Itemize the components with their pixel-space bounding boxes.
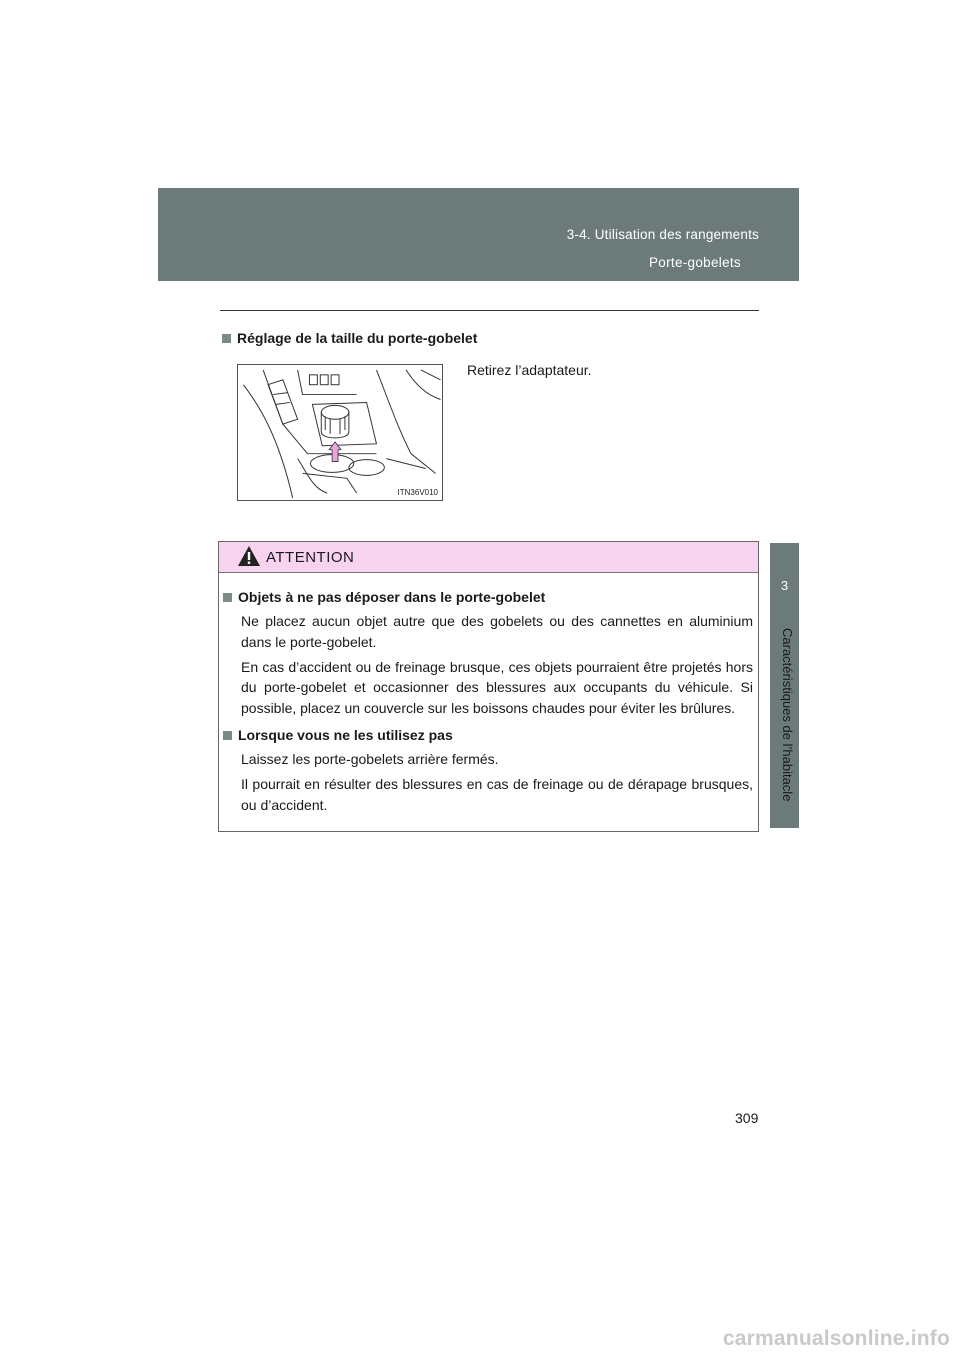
cup-holder-drawing	[238, 365, 442, 500]
warning-title: ATTENTION	[266, 549, 355, 566]
warning-item-heading-text: Lorsque vous ne les utilisez pas	[238, 726, 453, 743]
illustration-code: ITN36V010	[397, 488, 438, 497]
warning-paragraph: Il pourrait en résulter des blessures en cas de freinage ou de dérapage brusques, ou d’accident.	[241, 775, 753, 813]
chapter-label: Caractéristiques de l’habitacle	[780, 628, 795, 802]
header-section-title: 3-4. Utilisation des rangements	[566, 227, 759, 242]
warning-header	[219, 542, 758, 573]
warning-triangle-icon	[237, 545, 261, 567]
section-heading	[222, 330, 477, 346]
square-bullet-icon	[222, 334, 231, 343]
header-topic-title: Porte-gobelets	[648, 255, 741, 270]
section-divider	[220, 310, 759, 311]
warning-paragraph: En cas d’accident ou de freinage brusque, ces objets pourraient être projetés hors du porte-gobelet et occasionner des blessures aux occupants du véhicule. Si possible, placez un couvercle sur les boissons chaudes pour éviter les brûlures.	[241, 658, 753, 717]
page-number: 309	[735, 1110, 759, 1126]
watermark-link[interactable]: carmanualsonline.info	[722, 1327, 950, 1350]
instruction-text: Retirez l’adaptateur.	[467, 362, 592, 378]
warning-box	[218, 541, 759, 832]
warning-item-heading	[223, 589, 753, 605]
warning-item-heading-text: Objets à ne pas déposer dans le porte-gobelet	[238, 589, 546, 605]
warning-item-heading	[223, 727, 753, 743]
section-heading-text: Réglage de la taille du porte-gobelet	[237, 330, 478, 346]
warning-body	[219, 573, 758, 815]
warning-paragraph: Ne placez aucun objet autre que des gobelets ou des cannettes en aluminium dans le porte-gobelet.	[241, 613, 753, 650]
cup-holder-illustration	[237, 364, 443, 501]
square-bullet-icon	[223, 593, 232, 602]
square-bullet-icon	[223, 731, 232, 740]
chapter-number: 3	[780, 578, 789, 593]
header-band	[158, 188, 799, 281]
warning-paragraph: Laissez les porte-gobelets arrière fermés.	[241, 750, 499, 767]
